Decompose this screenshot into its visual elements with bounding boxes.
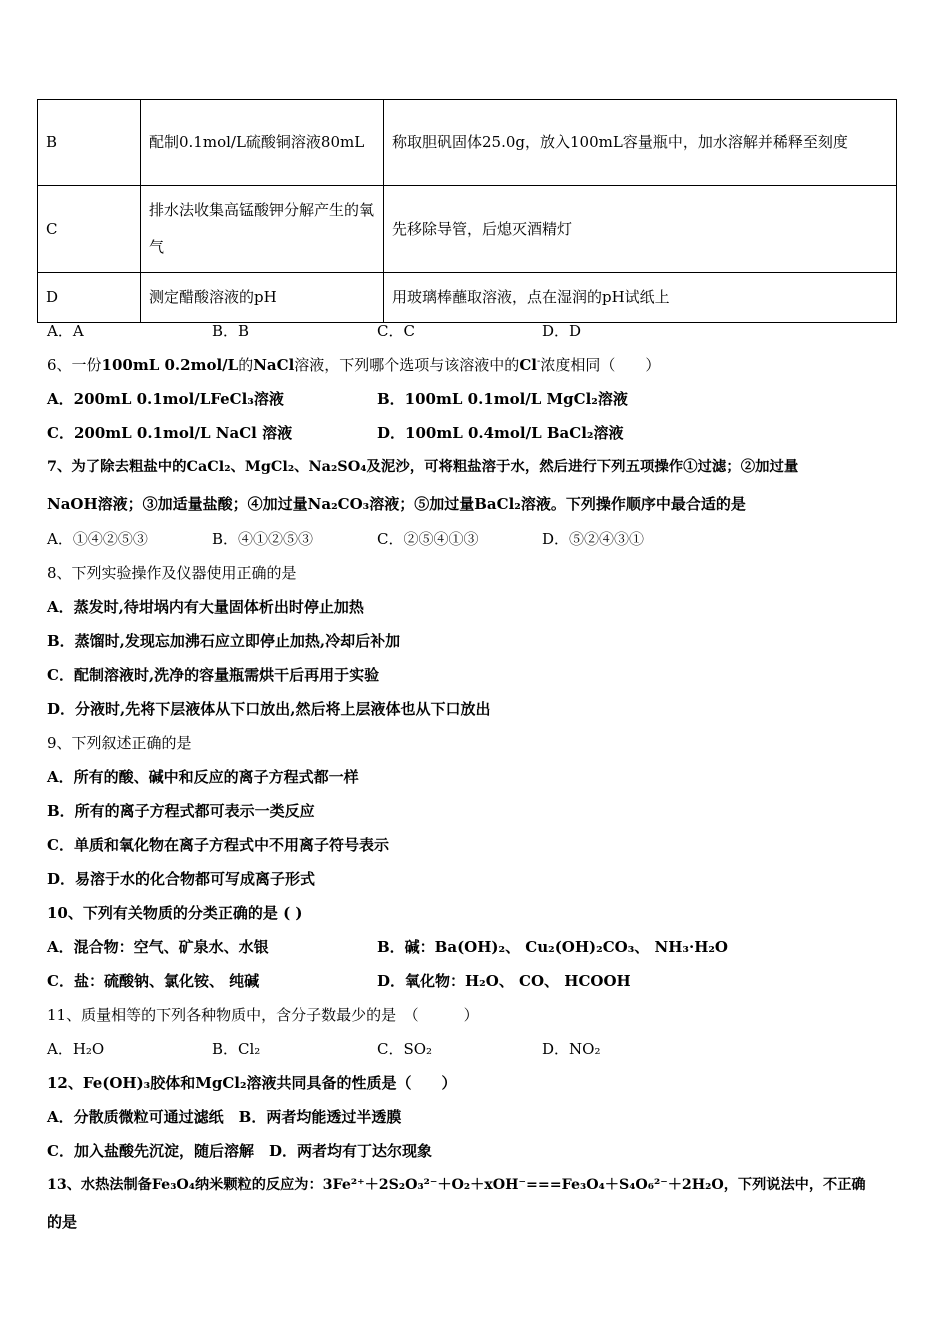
q11-stem: 11、质量相等的下列各种物质中，含分子数最少的是 （ ） bbox=[47, 1006, 479, 1024]
q7-option-b: B．④①②⑤③ bbox=[212, 530, 314, 548]
q7-stem-line2: NaOH溶液；③加适量盐酸；④加过量Na₂CO₃溶液；⑤加过量BaCl₂溶液。下列操作顺序中最合适的是 bbox=[47, 495, 746, 513]
q6-option-b: B．100mL 0.1mol/L MgCl₂溶液 bbox=[377, 390, 628, 408]
q5-option-b: B．B bbox=[212, 322, 250, 340]
q7-options bbox=[47, 529, 907, 549]
q10-option-d: D．氧化物：H₂O、 CO、 HCOOH bbox=[377, 972, 631, 990]
q7-option-d: D．⑤②④③① bbox=[542, 530, 645, 548]
q10-stem: 10、下列有关物质的分类正确的是 ( ) bbox=[47, 904, 303, 922]
table-row bbox=[38, 100, 897, 186]
operation-cell: 先移除导管，后熄灭酒精灯 bbox=[384, 186, 897, 273]
q12-options-line2: C．加入盐酸先沉淀，随后溶解 D．两者均有丁达尔现象 bbox=[47, 1142, 432, 1160]
options-table bbox=[37, 99, 897, 323]
operation-cell: 称取胆矾固体25.0g，放入100mL容量瓶中，加水溶解并稀释至刻度 bbox=[384, 100, 897, 186]
q6-option-d: D．100mL 0.4mol/L BaCl₂溶液 bbox=[377, 424, 624, 442]
table-row bbox=[38, 273, 897, 323]
row-label: C bbox=[38, 186, 141, 273]
q9-stem: 9、下列叙述正确的是 bbox=[47, 734, 192, 752]
row-label: B bbox=[38, 100, 141, 186]
q11-options bbox=[47, 1039, 907, 1059]
q5-option-d: D．D bbox=[542, 322, 582, 340]
q11-option-b: B．Cl₂ bbox=[212, 1040, 261, 1058]
operation-cell: 用玻璃棒蘸取溶液，点在湿润的pH试纸上 bbox=[384, 273, 897, 323]
q11-option-a: A．H₂O bbox=[47, 1040, 105, 1058]
q8-option-c: C．配制溶液时,洗净的容量瓶需烘干后再用于实验 bbox=[47, 666, 380, 684]
q7-option-a: A．①④②⑤③ bbox=[47, 530, 148, 548]
q5-options bbox=[47, 321, 907, 341]
q7-stem-line1: 7、为了除去粗盐中的CaCl₂、MgCl₂、Na₂SO₄及泥沙，可将粗盐溶于水，然后进行下列五项操作①过滤；②加过量 bbox=[47, 458, 799, 475]
q6-options-row2 bbox=[47, 423, 907, 443]
q13-stem-line2: 的是 bbox=[47, 1213, 78, 1231]
q8-option-b: B．蒸馏时,发现忘加沸石应立即停止加热,冷却后补加 bbox=[47, 632, 401, 650]
q9-option-a: A．所有的酸、碱中和反应的离子方程式都一样 bbox=[47, 768, 359, 786]
q6-options-row1 bbox=[47, 389, 907, 409]
q7-option-c: C．②⑤④①③ bbox=[377, 530, 479, 548]
q12-stem: 12、Fe(OH)₃胶体和MgCl₂溶液共同具备的性质是（ ） bbox=[47, 1074, 457, 1092]
q8-stem: 8、下列实验操作及仪器使用正确的是 bbox=[47, 564, 297, 582]
q8-option-a: A．蒸发时,待坩埚内有大量固体析出时停止加热 bbox=[47, 598, 364, 616]
experiment-cell: 排水法收集高锰酸钾分解产生的氧气 bbox=[141, 186, 384, 273]
q11-option-d: D．NO₂ bbox=[542, 1040, 601, 1058]
q8-option-d: D．分液时,先将下层液体从下口放出,然后将上层液体也从下口放出 bbox=[47, 700, 491, 718]
q9-option-b: B．所有的离子方程式都可表示一类反应 bbox=[47, 802, 315, 820]
q13-stem-line1: 13、水热法制备Fe₃O₄纳米颗粒的反应为：3Fe²⁺＋2S₂O₃²⁻＋O₂＋xOH⁻===Fe₃O₄＋S₄O₆²⁻＋2H₂O，下列说法中，不正确 bbox=[47, 1177, 866, 1193]
experiment-cell: 测定醋酸溶液的pH bbox=[141, 273, 384, 323]
row-label: D bbox=[38, 273, 141, 323]
q11-option-c: C．SO₂ bbox=[377, 1040, 433, 1058]
q5-option-a: A．A bbox=[47, 322, 84, 340]
q10-options-row2 bbox=[47, 971, 907, 991]
q12-options-line1: A．分散质微粒可通过滤纸 B．两者均能透过半透膜 bbox=[47, 1108, 402, 1126]
q9-option-d: D．易溶于水的化合物都可写成离子形式 bbox=[47, 870, 316, 888]
q10-option-a: A．混合物：空气、矿泉水、水银 bbox=[47, 938, 269, 956]
q6-stem: 6、一份100mL 0.2mol/L的NaCl溶液，下列哪个选项与该溶液中的Cl-浓度相同（ ） bbox=[47, 356, 661, 374]
q5-option-c: C．C bbox=[377, 322, 415, 340]
q10-option-c: C．盐：硫酸钠、氯化铵、 纯碱 bbox=[47, 972, 260, 990]
table-row bbox=[38, 186, 897, 273]
q10-options-row1 bbox=[47, 937, 907, 957]
q10-option-b: B．碱：Ba(OH)₂、 Cu₂(OH)₂CO₃、 NH₃·H₂O bbox=[377, 938, 728, 956]
q6-option-a: A．200mL 0.1mol/LFeCl₃溶液 bbox=[47, 390, 284, 408]
experiment-cell: 配制0.1mol/L硫酸铜溶液80mL bbox=[141, 100, 384, 186]
q6-option-c: C．200mL 0.1mol/L NaCl 溶液 bbox=[47, 424, 293, 442]
q9-option-c: C．单质和氧化物在离子方程式中不用离子符号表示 bbox=[47, 836, 389, 854]
